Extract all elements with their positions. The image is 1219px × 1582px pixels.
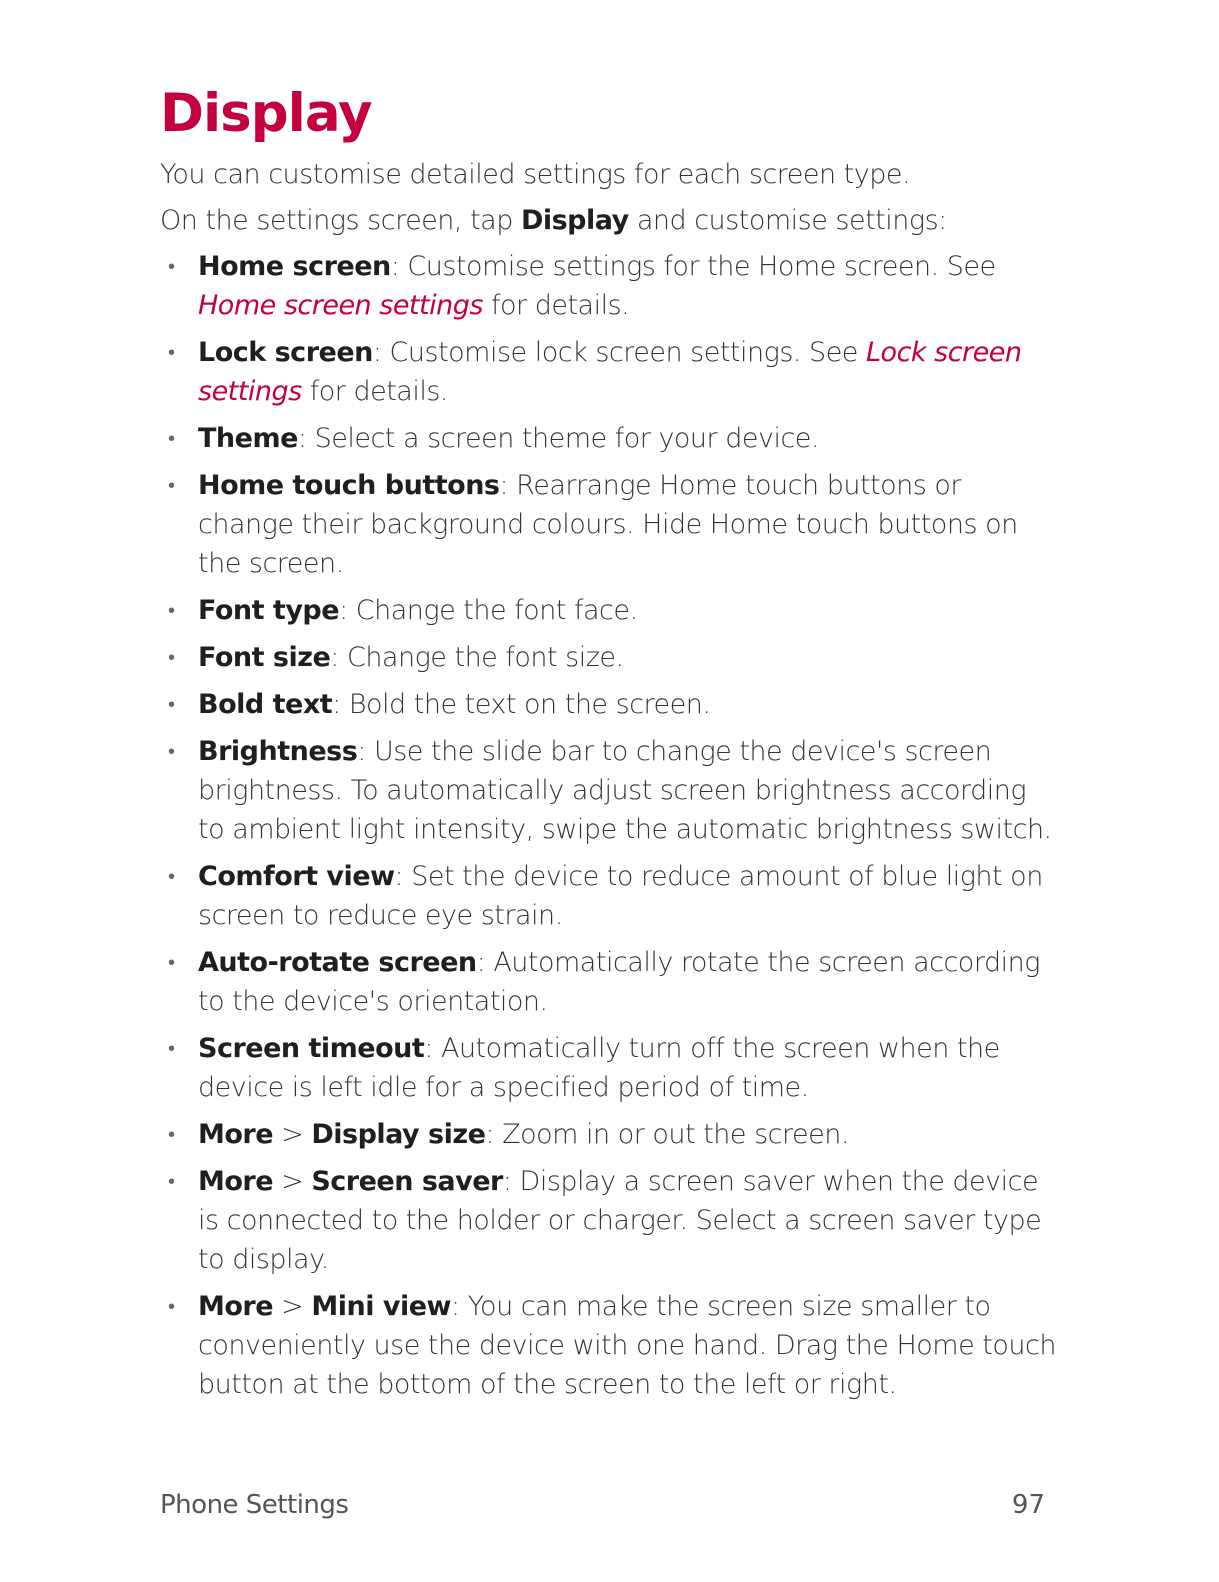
item-desc: : Change the font face. <box>339 595 638 626</box>
list-item-bold-text <box>160 685 1060 724</box>
item-desc: : You can make the screen size smaller to conveniently use the device with one hand. Drag the Home touch button at the bottom of the screen to the left or right. <box>198 1291 1056 1400</box>
item-prefix: More <box>198 1291 274 1322</box>
item-desc: : Automatically turn off the screen when the device is left idle for a specified period of time. <box>198 1033 1000 1103</box>
item-term: Comfort view <box>198 861 395 892</box>
item-prefix: More <box>198 1166 274 1197</box>
item-term: Bold text <box>198 689 333 720</box>
list-item-font-size <box>160 638 1060 677</box>
item-desc: : Change the font size. <box>330 642 624 673</box>
list-item-screen-timeout <box>160 1029 1060 1107</box>
item-desc: : Display a screen saver when the device is connected to the holder or charger. Select a screen saver type to display. <box>198 1166 1042 1275</box>
list-item-comfort-view <box>160 857 1060 935</box>
list-item-home-screen <box>160 247 1060 325</box>
item-desc: : Use the slide bar to change the device's screen brightness. To automatically adjust screen brightness according to ambient light intensity, swipe the automatic brightness switch. <box>198 736 1052 845</box>
item-sep: > <box>273 1166 312 1197</box>
list-item-display-size <box>160 1115 1060 1154</box>
intro-instruction-post: and customise settings: <box>628 205 947 236</box>
item-desc: : Bold the text on the screen. <box>332 689 711 720</box>
list-item-screen-saver <box>160 1162 1060 1279</box>
intro-instruction <box>160 201 1060 240</box>
item-after: for details. <box>301 376 448 407</box>
footer-section-title: Phone Settings <box>160 1490 349 1520</box>
item-desc: : Select a screen theme for your device. <box>297 423 820 454</box>
item-sep: > <box>273 1119 312 1150</box>
item-after: for details. <box>482 290 630 321</box>
list-item-brightness <box>160 732 1060 849</box>
item-desc: : Rearrange Home touch buttons or change their background colours. Hide Home touch buttons on the screen. <box>198 470 1018 579</box>
item-term: Mini view <box>311 1291 451 1322</box>
item-desc: : Set the device to reduce amount of blue light on screen to reduce eye strain. <box>198 861 1043 931</box>
item-desc: : Customise lock screen settings. See <box>372 337 867 368</box>
item-term: Home screen <box>198 251 391 282</box>
list-item-auto-rotate-screen <box>160 943 1060 1021</box>
item-term: Font size <box>198 642 331 673</box>
list-item-font-type <box>160 591 1060 630</box>
intro-display-term: Display <box>520 205 629 236</box>
item-term: Home touch buttons <box>198 470 500 501</box>
lock-screen-settings-link[interactable]: Lock screen settings <box>198 337 1022 407</box>
item-term: Display size <box>311 1119 486 1150</box>
item-desc: : Automatically rotate the screen according to the device's orientation. <box>198 947 1040 1017</box>
intro-instruction-pre: On the settings screen, tap <box>160 205 521 236</box>
list-item-theme <box>160 419 1060 458</box>
list-item-lock-screen <box>160 333 1060 411</box>
item-term: Font type <box>198 595 340 626</box>
item-term: Lock screen <box>198 337 373 368</box>
item-sep: > <box>273 1291 312 1322</box>
item-term: Theme <box>198 423 298 454</box>
list-item-home-touch-buttons <box>160 466 1060 583</box>
item-term: Brightness <box>198 736 358 767</box>
item-term: Screen saver <box>311 1166 503 1197</box>
item-desc: : Customise settings for the Home screen. See <box>390 251 996 282</box>
page-title: Display <box>160 83 372 144</box>
item-desc: : Zoom in or out the screen. <box>485 1119 849 1150</box>
home-screen-settings-link[interactable]: Home screen settings <box>198 290 483 321</box>
item-term: Auto-rotate screen <box>198 947 477 978</box>
item-term: Screen timeout <box>198 1033 425 1064</box>
list-item-mini-view <box>160 1287 1060 1404</box>
footer-page-number: 97 <box>1011 1490 1045 1520</box>
item-prefix: More <box>198 1119 274 1150</box>
main-content <box>160 155 1060 1412</box>
settings-list <box>160 247 1060 1404</box>
intro-text: You can customise detailed settings for each screen type. <box>160 159 911 190</box>
